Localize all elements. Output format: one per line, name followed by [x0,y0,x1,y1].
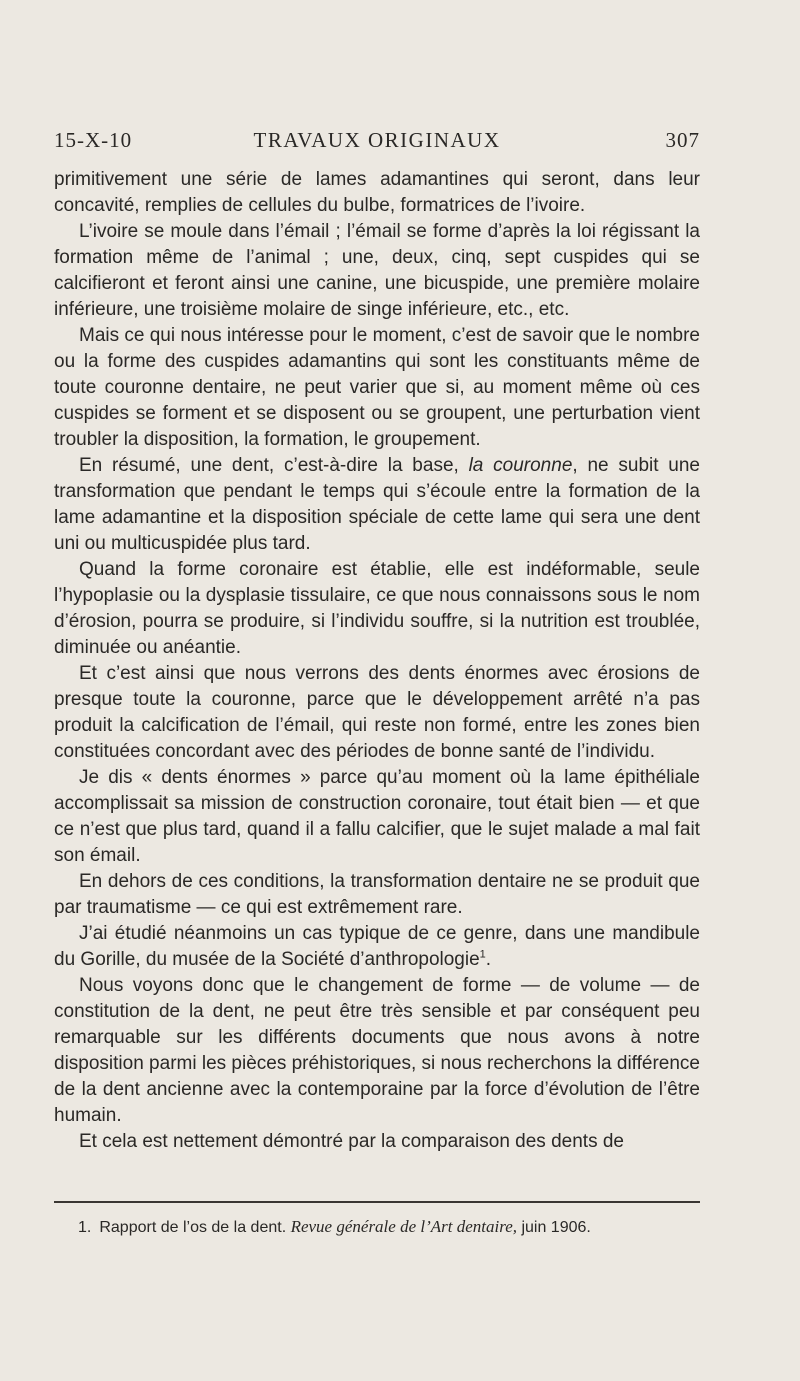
footnote-divider [54,1201,700,1203]
body-text [54,167,700,1155]
paragraph-5: Quand la forme coronaire est établie, elle est indéformable, seule l’hypoplasie ou la dysplasie tissulaire, ce que nous connaissons sous le nom d’érosion, pourra se produire, si l’individu souffre, si la nutrition est troublée, diminuée ou anéantie. [54,559,700,658]
paragraph-9-text: J’ai étudié néanmoins un cas typique de ce genre, dans une mandibule du Gorille, du musée de la Société d’anthropologie [54,923,700,970]
paragraph-6: Et c’est ainsi que nous verrons des dents énormes avec érosions de presque toute la couronne, parce que le développement arrêté n’a pas produit la calcification de l’émail, qui reste non formé, entre les zones bien constituées concordant avec des périodes de bonne santé de l’individu. [54,663,700,762]
footnote-text-start: Rapport de l’os de la dent. [99,1219,291,1236]
footnote-marker: 1. [78,1219,92,1236]
paragraph-4-end: , ne subit une transformation que pendant le temps qui s’écoule entre la formation de la lame adamantine et la disposition spéciale de cette lame qui sera une dent uni ou multicuspidée plus tard. [54,455,700,554]
paragraph-11: Et cela est nettement démontré par la comparaison des dents de [79,1131,624,1152]
header-page-number: 307 [665,128,700,152]
paragraph-3: Mais ce qui nous intéresse pour le moment, c’est de savoir que le nombre ou la forme des cuspides adamantins qui sont les constituants même de toute couronne dentaire, ne peut varier que si, au moment même où ces cuspides se forment et se disposent ou se groupent, une perturbation vient troubler la disposition, la formation, le groupement. [54,325,700,450]
header-date: 15-X-10 [54,128,133,152]
paragraph-4 [54,453,700,557]
paragraph-8: En dehors de ces conditions, la transformation dentaire ne se produit que par traumatisme — ce qui est extrêmement rare. [54,871,700,918]
footnote-text-end: juin 1906. [517,1219,591,1236]
paragraph-4-italic: la couronne [468,455,573,476]
footnote-journal-title: Revue générale de l’Art dentaire, [290,1217,517,1236]
paragraph-10: Nous voyons donc que le changement de forme — de volume — de constitution de la dent, ne peut être très sensible et par conséquent peu remarquable sur les différents documents que nous avons à notre disposition parmi les pièces préhistoriques, si nous recherchons la différence de la dent ancienne avec la contemporaine par la force d’évolution de l’être humain. [54,975,700,1126]
paragraph-4-start: En résumé, une dent, c’est-à-dire la base, [79,455,469,476]
paragraph-1: primitivement une série de lames adamantines qui seront, dans leur concavité, remplies de cellules du bulbe, formatrices de l’ivoire. [54,169,700,216]
header-section-title: TRAVAUX ORIGINAUX [253,128,501,152]
paragraph-9 [54,921,700,973]
footnote-reference[interactable]: 1 [479,948,486,961]
paragraph-7: Je dis « dents énormes » parce qu’au moment où la lame épithéliale accomplissait sa mission de construction coronaire, tout était bien — et que ce n’est que plus tard, quand il a fallu calcifier, que le sujet malade a mal fait son émail. [54,767,700,866]
paragraph-9-period: . [485,949,492,970]
running-header [54,128,700,160]
paragraph-2: L’ivoire se moule dans l’émail ; l’émail se forme d’après la loi régissant la formation même de l’animal ; une, deux, cinq, sept cuspides qui se calcifieront et feront ainsi une canine, une bicuspide, une première molaire inférieure, une troisième molaire de singe inférieure, etc., etc. [54,221,700,320]
footnote [78,1216,700,1239]
